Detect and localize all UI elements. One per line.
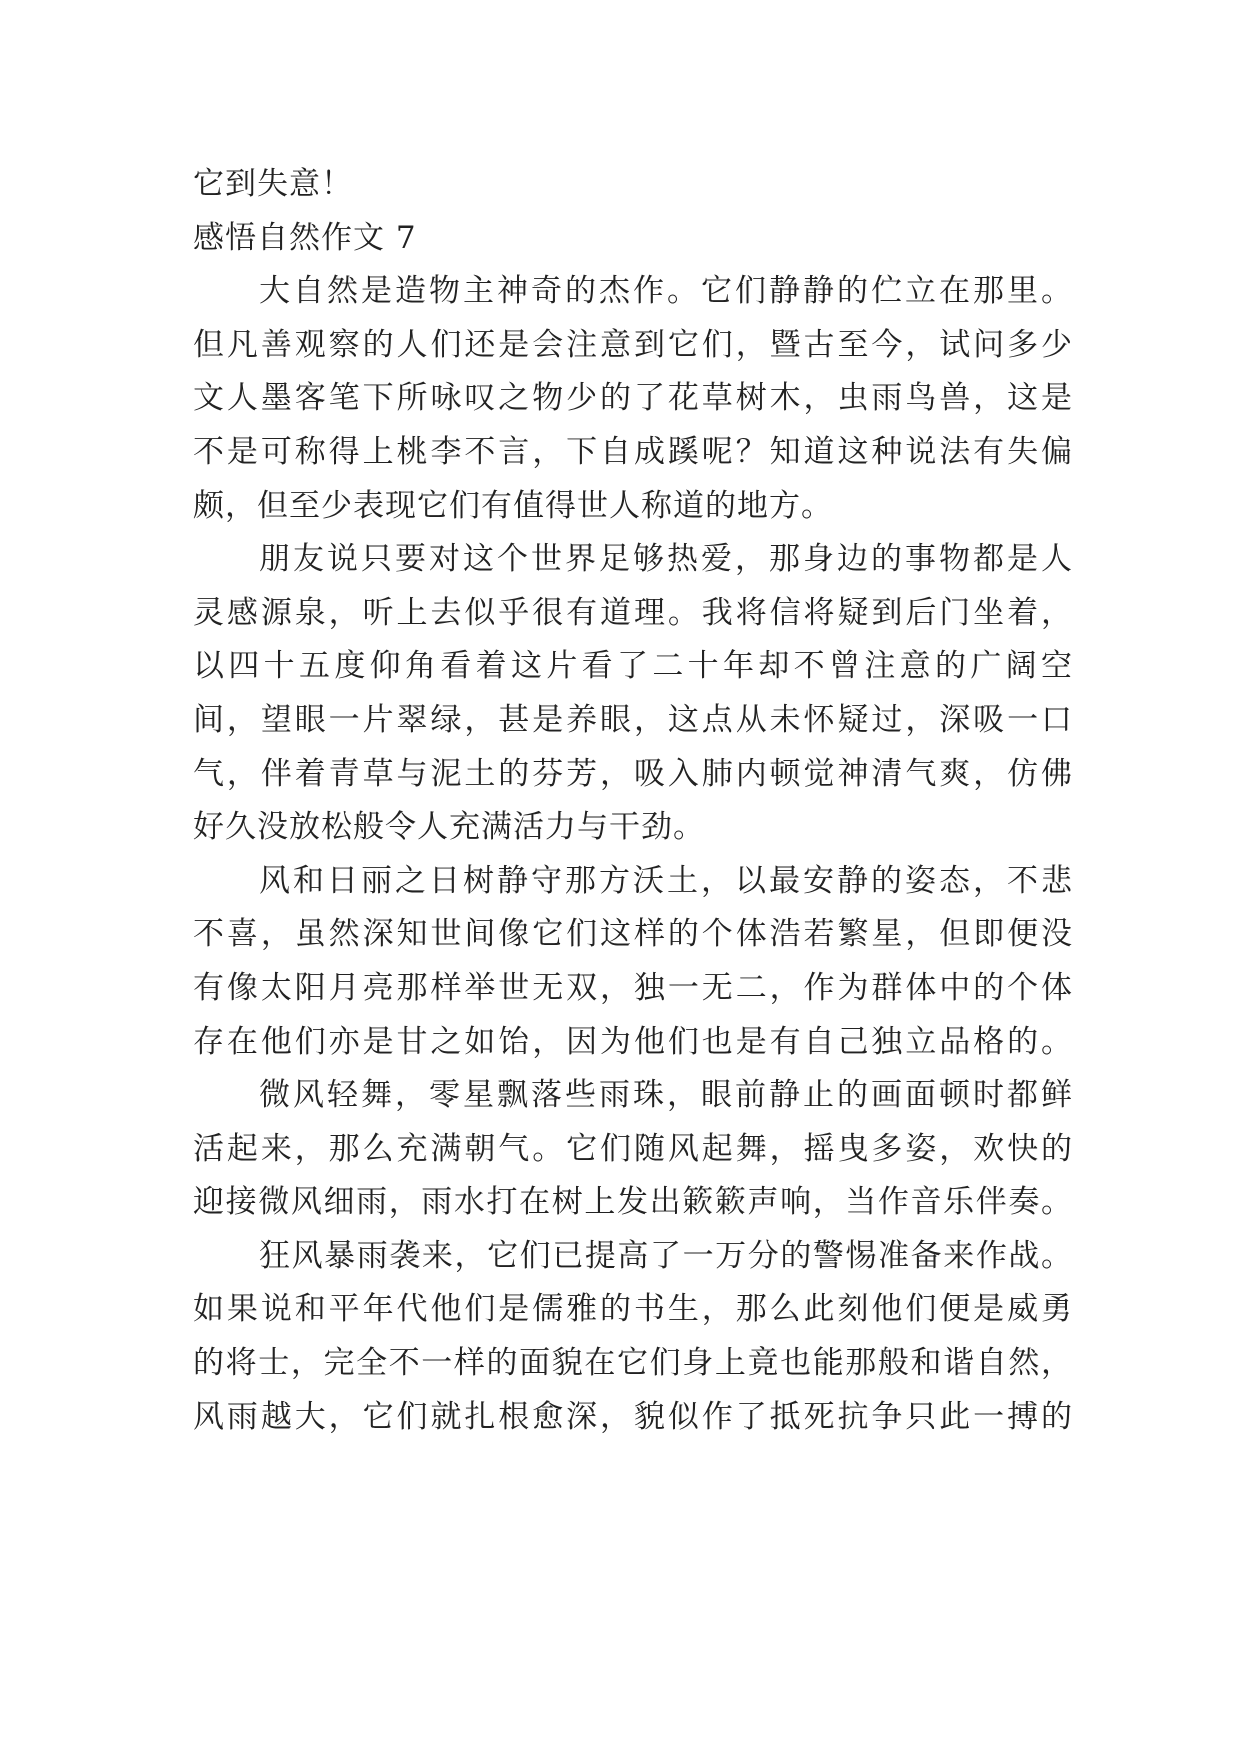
text-line: 风雨越大，它们就扎根愈深，貌似作了抵死抗争只此一搏的 <box>193 1398 1073 1435</box>
text-line: 颇，但至少表现它们有值得世人称道的地方。 <box>193 487 833 524</box>
text-line: 如果说和平年代他们是儒雅的书生，那么此刻他们便是威勇 <box>193 1291 1073 1328</box>
text-line: 文人墨客笔下所咏叹之物少的了花草树木，虫雨鸟兽，这是 <box>193 380 1073 417</box>
text-line: 大自然是造物主神奇的杰作。它们静静的伫立在那里。 <box>259 273 1073 310</box>
text-line: 风和日丽之日树静守那方沃土，以最安静的姿态，不悲 <box>259 862 1073 899</box>
text-line: 活起来，那么充满朝气。它们随风起舞，摇曳多姿，欢快的 <box>193 1130 1073 1167</box>
text-line: 它到失意！ <box>193 166 353 202</box>
text-line: 的将士，完全不一样的面貌在它们身上竟也能那般和谐自然， <box>193 1345 1073 1382</box>
text-line: 以四十五度仰角看着这片看了二十年却不曾注意的广阔空 <box>193 648 1073 685</box>
text-line: 微风轻舞，零星飘落些雨珠，眼前静止的画面顿时都鲜 <box>259 1077 1073 1114</box>
text-line: 气，伴着青草与泥土的芬芳，吸入肺内顿觉神清气爽，仿佛 <box>193 755 1073 792</box>
text-line: 间，望眼一片翠绿，甚是养眼，这点从未怀疑过，深吸一口 <box>193 701 1073 738</box>
text-line: 狂风暴雨袭来，它们已提高了一万分的警惕准备来作战。 <box>259 1237 1073 1274</box>
text-line: 有像太阳月亮那样举世无双，独一无二，作为群体中的个体 <box>193 969 1073 1006</box>
document-body <box>193 158 1073 1444</box>
text-line: 存在他们亦是甘之如饴，因为他们也是有自己独立品格的。 <box>193 1023 1073 1060</box>
text-line: 朋友说只要对这个世界足够热爱，那身边的事物都是人 <box>259 541 1073 578</box>
text-line: 迎接微风细雨，雨水打在树上发出簌簌声响，当作音乐伴奏。 <box>193 1184 1073 1221</box>
text-line: 不喜，虽然深知世间像它们这样的个体浩若繁星，但即便没 <box>193 916 1073 953</box>
text-line: 不是可称得上桃李不言，下自成蹊呢？知道这种说法有失偏 <box>193 433 1073 470</box>
text-line: 好久没放松般令人充满活力与干劲。 <box>193 809 705 846</box>
text-line: 但凡善观察的人们还是会注意到它们，暨古至今，试问多少 <box>193 326 1073 363</box>
text-line: 灵感源泉，听上去似乎很有道理。我将信将疑到后门坐着， <box>193 594 1073 631</box>
section-heading: 感悟自然作文 7 <box>193 219 417 256</box>
